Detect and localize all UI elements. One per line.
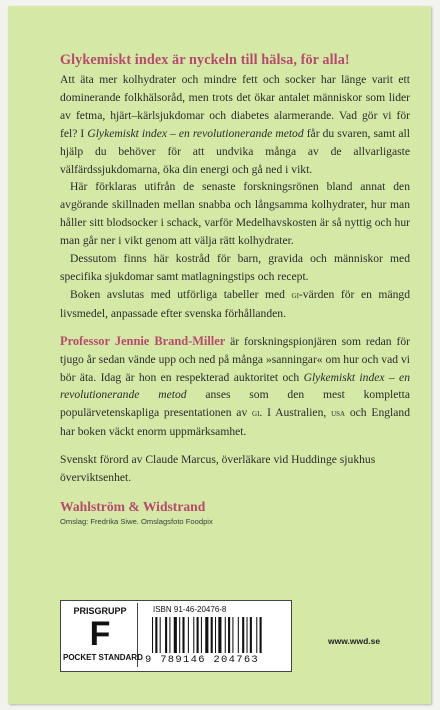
back-cover (8, 6, 431, 704)
intro-text-a: Att äta mer kolhydrater och mindre fett och socker har länge varit ett dominerande folkhälsoråd, men trots det ökar antalet människor som lider av fetma, hjärt–kärlsjukdomar och diabetes alarmerande. Vad gör vi för fel? I (60, 73, 410, 140)
intro-text-b: får du svaren, samt all hjälp du behöver för att undvika många av de allvarligaste välfärdssjukdomarna, öka din energi och gå ned i vikt. (60, 126, 410, 176)
price-group-format: POCKET STANDARD (63, 653, 143, 662)
paragraph-explanation: Här förklaras utifrån de senaste forskningsrönen bland annat den avgörande skillnaden mellan snabba och långsamma kolhydrater, hur man håller sitt blodsocker i schack, varför Medelhavskosten är så nyttig och hur man går ner i vikt genom att välja rätt kolhydrater. (60, 180, 410, 248)
paragraph-intro (60, 71, 410, 178)
gi-abbr: gi (291, 289, 299, 301)
paragraph-author (60, 333, 410, 441)
paragraph-foreword: Svenskt förord av Claude Marcus, överläkare vid Huddinge sjukhus överviktsenhet. (60, 453, 376, 485)
price-group-label: PRISGRUPP (73, 606, 127, 616)
author-name: Professor Jennie Brand-Miller (60, 333, 226, 348)
isbn-label: ISBN 91-46-20476-8 (153, 605, 227, 614)
gi-abbr-2: gi (252, 408, 260, 420)
author-text-d: och England har boken väckt enorm uppmärksamhet. (60, 406, 410, 439)
paragraph-tables (60, 286, 410, 323)
tables-text-b: -värden för en mängd livsmedel, anpassade efter svenska förhållanden. (60, 287, 410, 320)
author-text-a: är forskningspionjären som redan för tjugo år sedan vände upp och ned på många »sanningar« om hur och vad vi bör äta. Idag är hon en respekterad auktoritet och (60, 334, 410, 384)
author-text-b: anses som den mest kompletta populärvetenskapliga presentationen av (60, 388, 410, 420)
barcode-icon (151, 617, 283, 653)
price-group-letter: F (89, 615, 111, 653)
barcode-sticker (60, 600, 292, 672)
ean-number: 9 789146 204763 (145, 654, 260, 666)
book-title-ref: Glykemiskt index – en revolutionerande metod (87, 126, 304, 140)
paragraph-advice: Dessutom finns här kostråd för barn, gravida och människor med specifika sjukdomar samt matlagningstips och recept. (60, 252, 410, 283)
publisher-name: Wahlström & Widstrand (60, 498, 206, 514)
price-group-box (63, 603, 143, 667)
website-url: www.wwd.se (328, 636, 381, 646)
usa-abbr: usa (331, 408, 346, 420)
cover-credits: Omslag: Fredrika Siwe. Omslagsfoto Foodpix (60, 516, 213, 526)
cover-text (60, 52, 410, 526)
author-text-c: . I Australien, (259, 406, 332, 420)
book-title-ref-2: Glykemiskt index – en revolutionerande metod (60, 370, 410, 402)
tables-text-a: Boken avslutas med utförliga tabeller med (70, 287, 292, 301)
heading: Glykemiskt index är nyckeln till hälsa, för alla! (60, 52, 350, 68)
